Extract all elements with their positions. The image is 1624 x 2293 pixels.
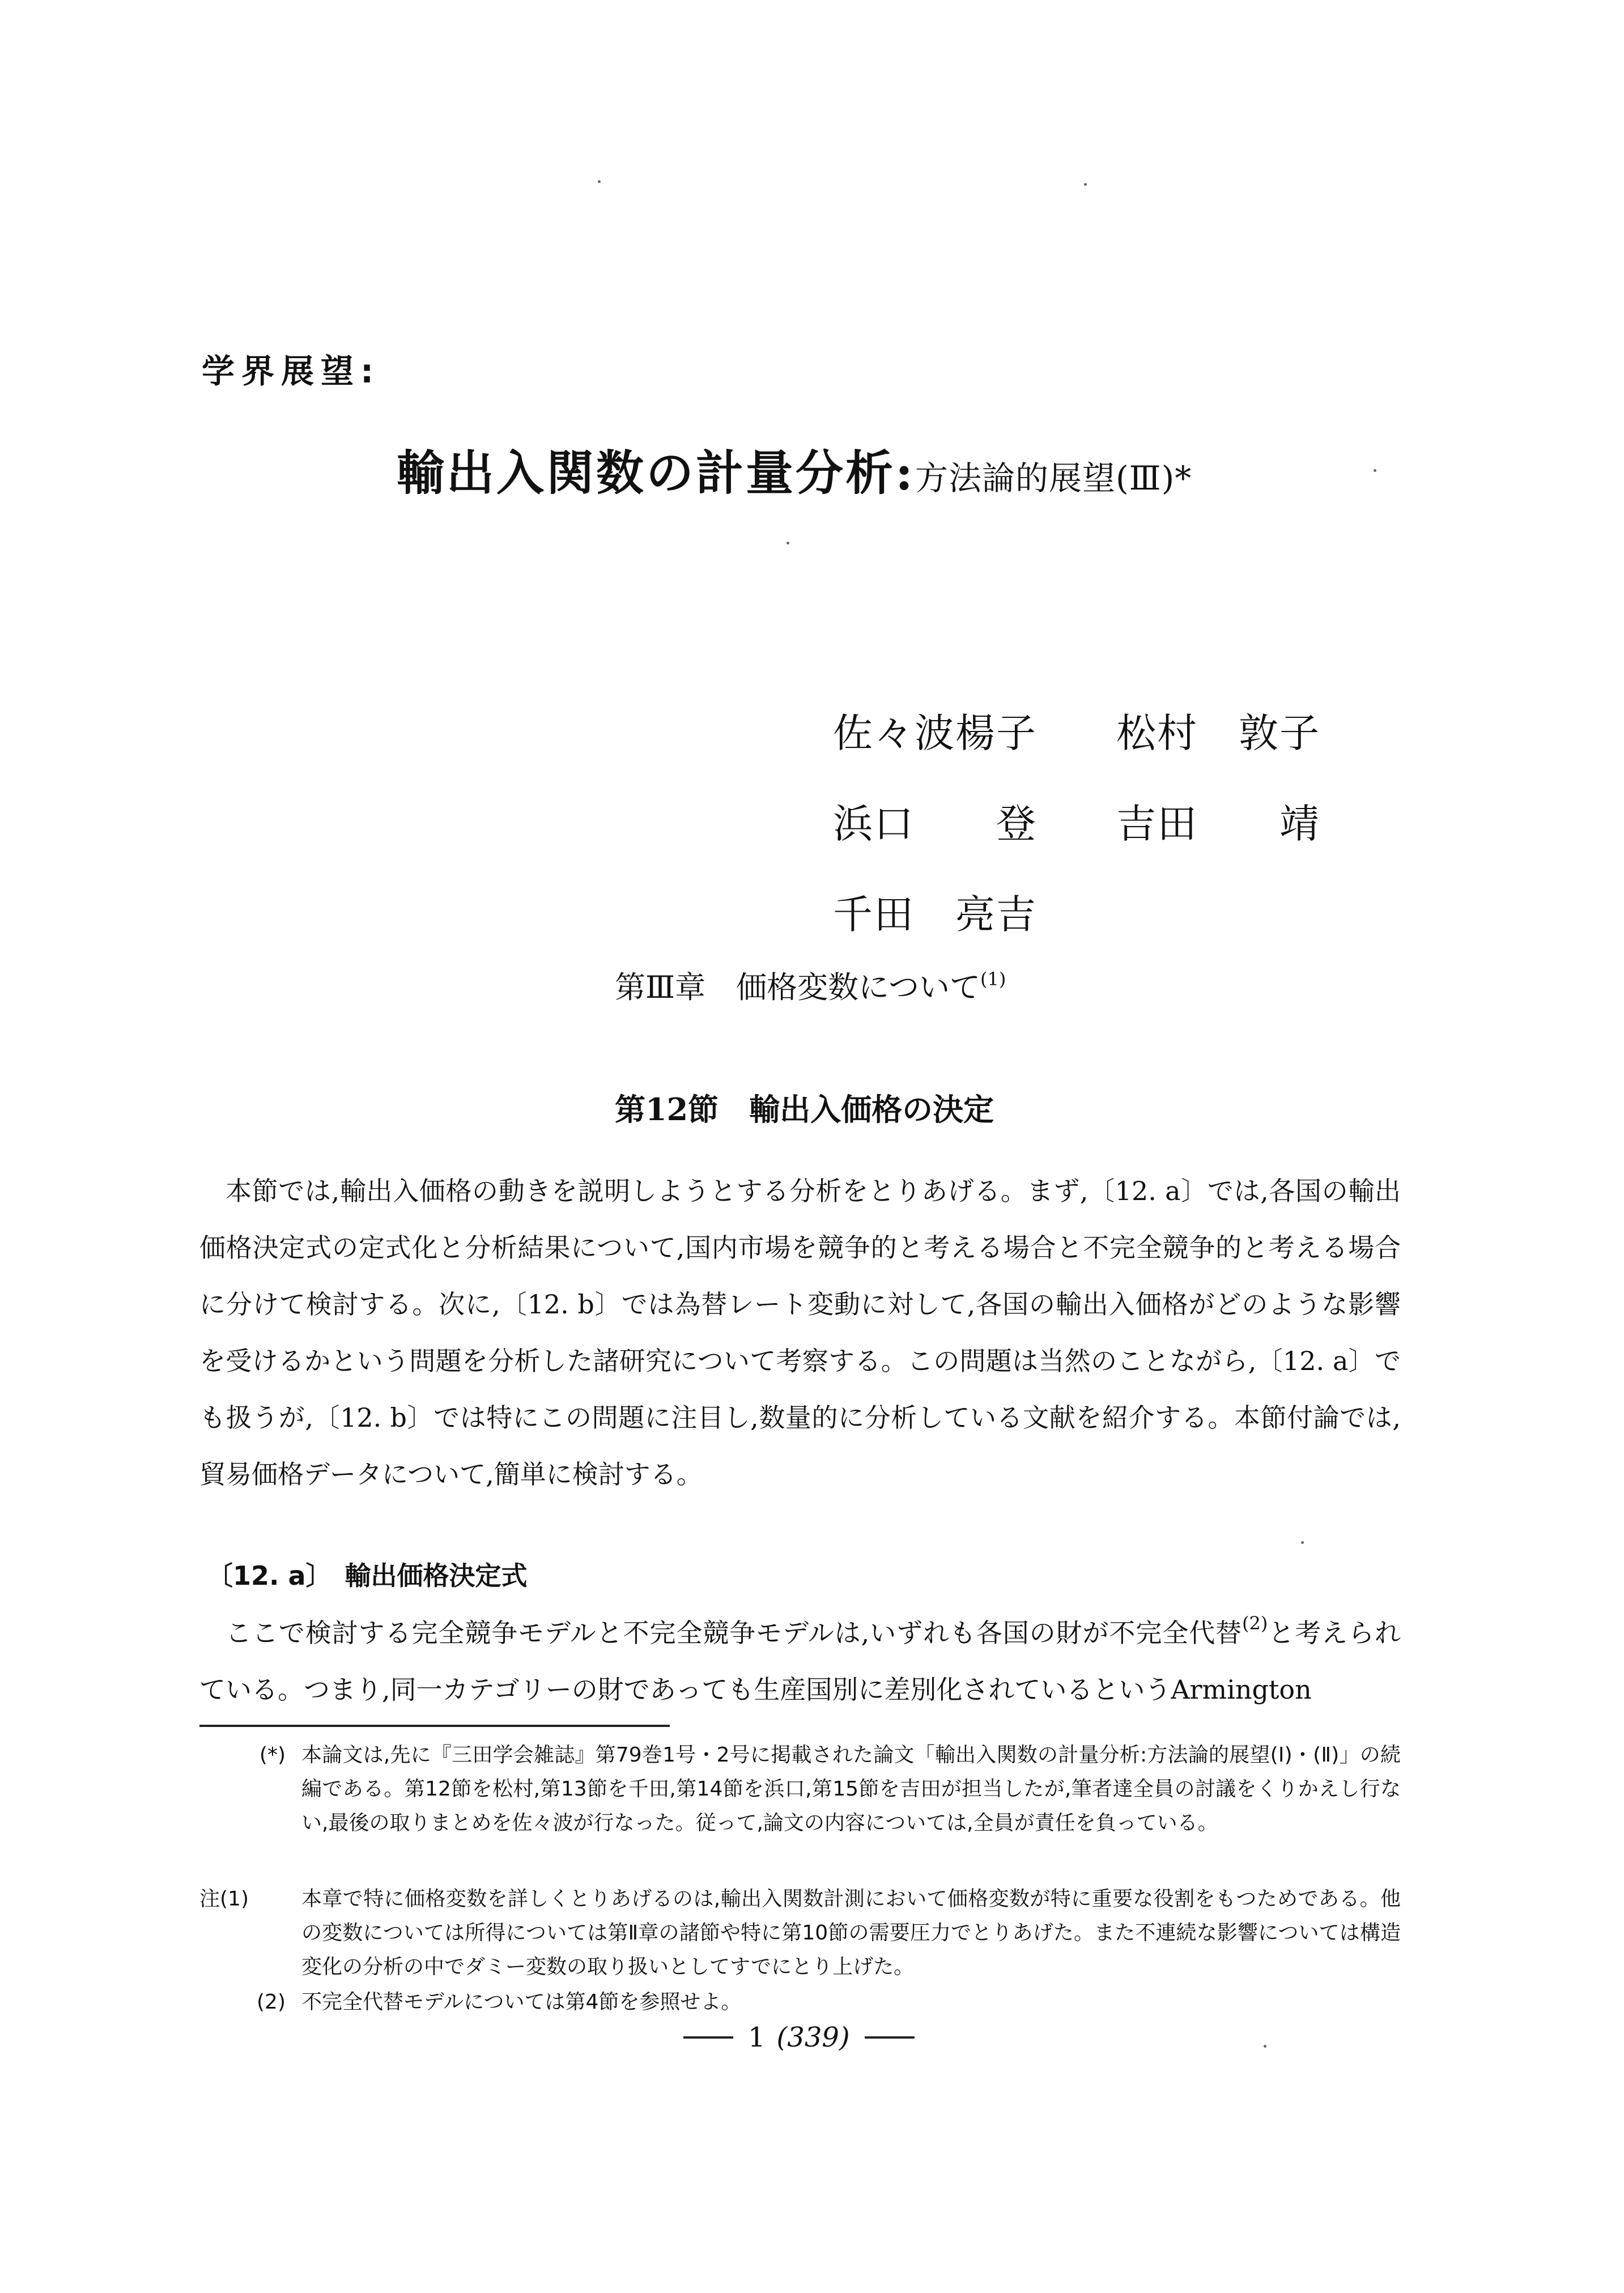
footnote-text: 不完全代替モデルについては第4節を参照せよ。 <box>301 1990 742 2014</box>
scan-speck <box>1374 469 1376 472</box>
author-block <box>833 684 1400 956</box>
subsection-heading: 〔12. a〕 輸出価格決定式 <box>207 1560 528 1591</box>
scan-speck <box>598 180 601 183</box>
page-number <box>669 2022 929 2053</box>
author-row <box>833 684 1400 775</box>
scan-speck <box>1084 183 1087 186</box>
body-paragraph: 本節では,輸出入価格の動きを説明しようとする分析をとりあげる。まず,〔12. a〕では,各国の輸出価格決定式の定式化と分析結果について,国内市場を競争的と考える場合と不完全競争的と考える場合に分けて検討する。次に,〔12. b〕では為替レート変動に対して,各国の輸出入価格がどのような影響を受けるかという問題を分析した諸研究について考察する。この問題は当然のことながら,〔12. a〕でも扱うが,〔12. b〕では特にこの問題に注目し,数量的に分析している文献を紹介する。本節付論では,貿易価格データについて,簡単に検討する。 <box>199 1176 1401 1490</box>
footnote-text: 本章で特に価格変数を詳しくとりあげるのは,輸出入関数計測において価格変数が特に重要な役割をもつためである。他の変数については所得については第Ⅱ章の諸節や特に第10節の需要圧力でとりあげた。また不連続な影響については構造変化の分析の中でダミー変数の取り扱いとしてすでにとり上げた。 <box>301 1887 1401 1979</box>
series-label: 学界展望: <box>202 352 381 390</box>
footnote-ref: (2) <box>1242 1613 1268 1634</box>
chapter-heading <box>615 963 1006 1007</box>
footnote <box>199 1985 1401 2019</box>
author-name: 松村 敦子 <box>1116 709 1320 756</box>
page-number-total: (339) <box>776 2022 850 2053</box>
author-name: 佐々波楊子 <box>833 709 1037 756</box>
paper-title <box>397 435 1192 504</box>
footnote <box>199 1738 1401 1840</box>
scan-speck <box>787 542 789 544</box>
footnote-divider <box>199 1725 670 1727</box>
footnote-marker: (2) <box>257 1990 286 2014</box>
author-name: 浜口 登 <box>833 800 1037 847</box>
footnote-marker: 注(1) <box>199 1887 249 1911</box>
page-number-dash <box>865 2036 915 2039</box>
section-heading: 第12節 輸出入価格の決定 <box>615 1091 994 1128</box>
scan-speck <box>1301 1541 1304 1544</box>
page-number-value: 1 <box>748 2022 766 2053</box>
author-name: 千田 亮吉 <box>833 891 1037 938</box>
chapter-title: 第Ⅲ章 価格変数について <box>615 969 980 1005</box>
paragraph-text: ここで検討する完全競争モデルと不完全競争モデルは,いずれも各国の財が不完全代替 <box>226 1618 1243 1648</box>
author-name: 吉田 靖 <box>1116 800 1320 847</box>
author-row <box>833 866 1400 956</box>
scan-speck <box>1264 2045 1266 2048</box>
title-main: 輸出入関数の計量分析: <box>397 445 916 501</box>
footnote-text: 本論文は,先に『三田学会雑誌』第79巻1号・2号に掲載された論文「輸出入関数の計量分析:方法論的展望(Ⅰ)・(Ⅱ)」の続編である。第12節を松村,第13節を千田,第14節を浜口,第15節を吉田が担当したが,筆者達全員の討議をくりかえし行ない,最後の取りまとめを佐々波が行なった。従って,論文の内容については,全員が責任を負っている。 <box>301 1743 1401 1835</box>
footnote-marker: (*) <box>259 1743 286 1767</box>
footnote <box>199 1882 1401 1984</box>
chapter-note-ref: (1) <box>980 968 1006 990</box>
paragraph-text: と考えられている。つまり,同一カテゴリーの財であっても生産国別に差別化されているというArmington <box>199 1618 1401 1705</box>
page-number-dash <box>683 2036 733 2039</box>
body-paragraph <box>199 1595 1401 1718</box>
title-subtitle: 方法論的展望(Ⅲ)* <box>915 459 1192 497</box>
author-row <box>833 775 1400 866</box>
